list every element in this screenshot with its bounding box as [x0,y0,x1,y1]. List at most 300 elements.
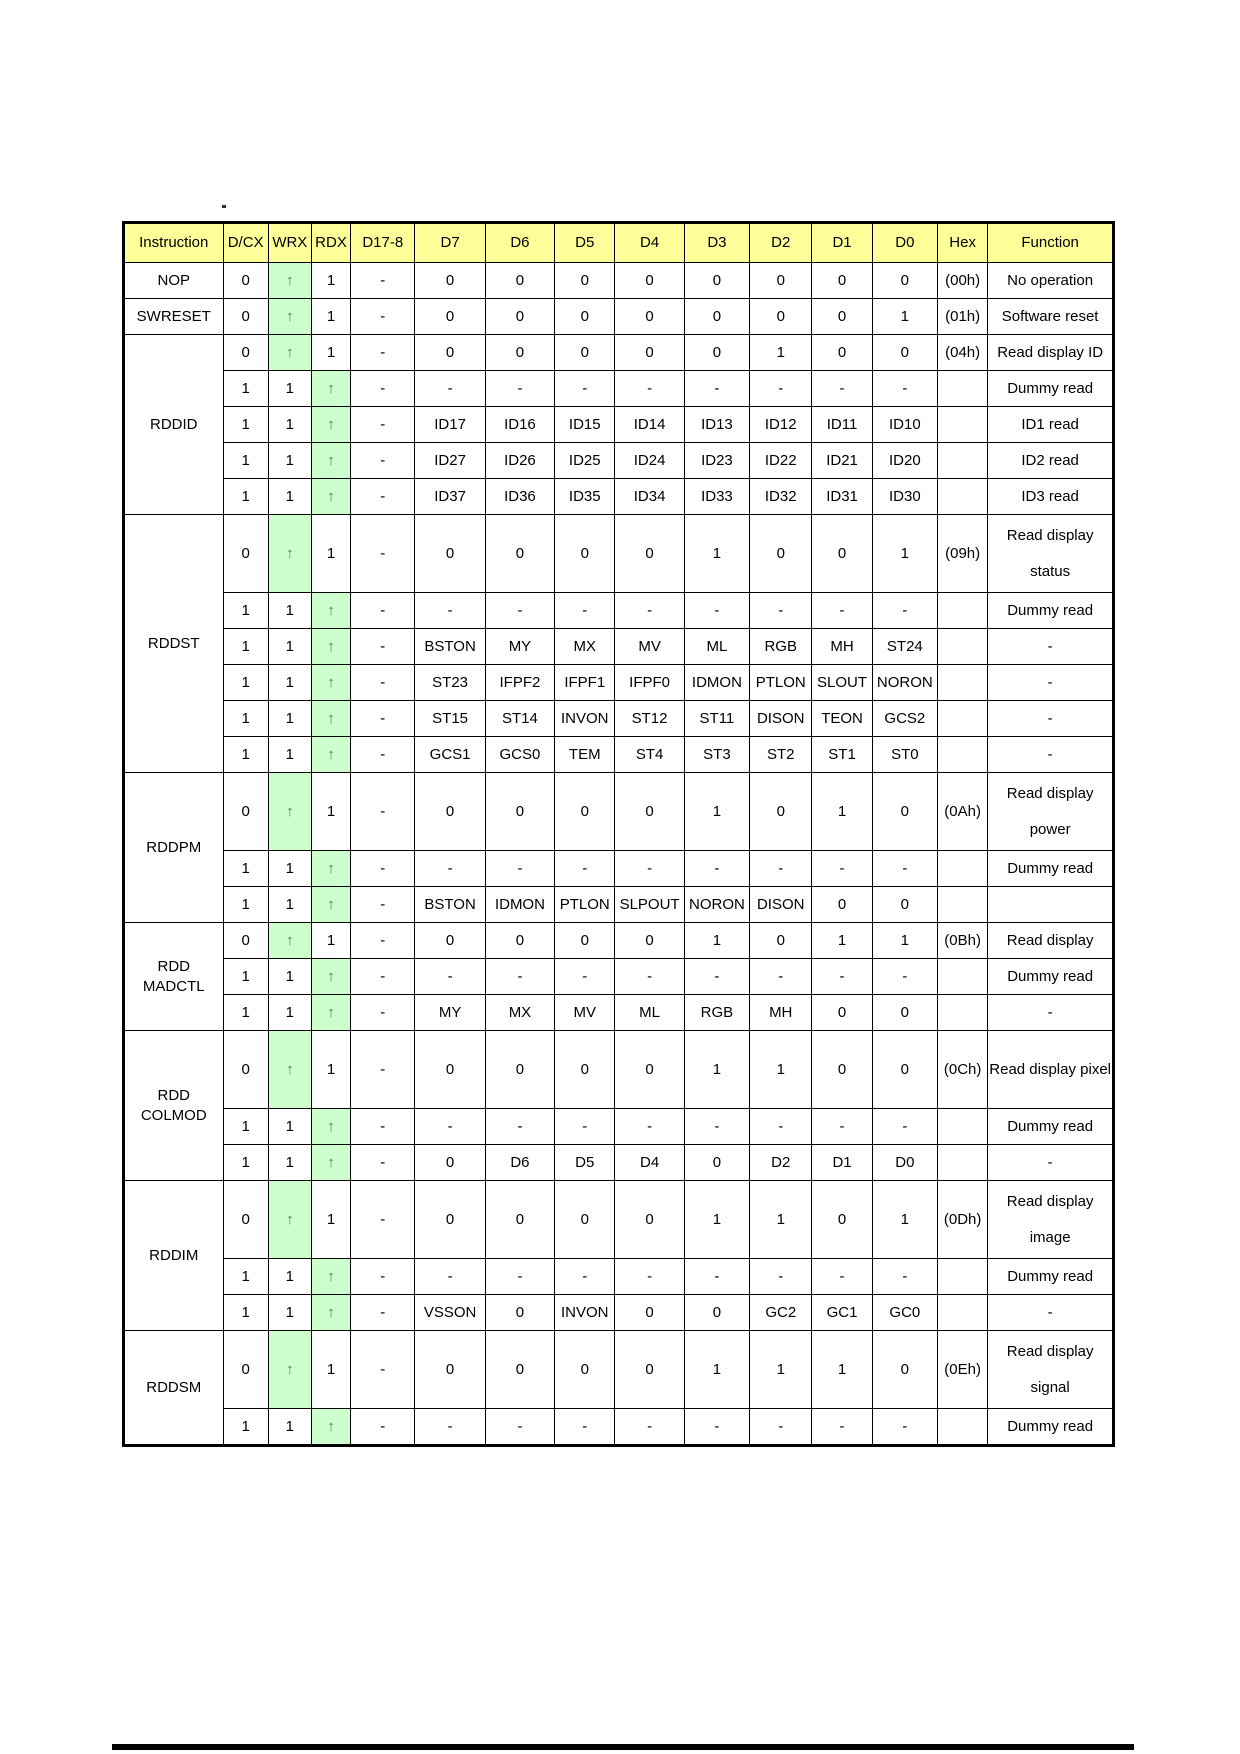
command-table [122,221,1115,1447]
hex-cell [938,443,988,479]
bit-d6-cell: - [485,1259,554,1295]
function-cell: Dummy read [988,1259,1114,1295]
bit-d0-cell: ST0 [872,737,937,773]
bit-d1-cell: ID21 [812,443,872,479]
bit-d6-cell: - [485,851,554,887]
bit-d7-cell: 0 [415,1145,485,1181]
bit-d0-cell: 0 [872,887,937,923]
bit-d4-cell: 0 [615,515,684,593]
rdx-cell: ↑ [311,887,350,923]
hex-cell [938,1409,988,1446]
dcx-cell: 1 [223,701,268,737]
rdx-cell: ↑ [311,1109,350,1145]
bit-d7-cell: 0 [415,923,485,959]
bit-d1-cell: 0 [812,263,872,299]
wrx-cell: 1 [268,1145,311,1181]
table-row [124,1181,1114,1259]
bit-d4-cell: D4 [615,1145,684,1181]
bit-d2-cell: ID12 [750,407,812,443]
table-row [124,737,1114,773]
dcx-cell: 0 [223,1181,268,1259]
bit-d5-cell: IFPF1 [555,665,615,701]
bit-d5-cell: 0 [555,1331,615,1409]
rdx-cell: ↑ [311,1295,350,1331]
rdx-cell: 1 [311,299,350,335]
bit-d1-cell: - [812,371,872,407]
bit-d1-cell: 0 [812,1181,872,1259]
d17-8-cell: - [351,371,415,407]
wrx-cell: 1 [268,629,311,665]
dcx-cell: 1 [223,665,268,701]
header-function: Function [988,223,1114,263]
bit-d4-cell: 0 [615,923,684,959]
header-row [124,223,1114,263]
bit-d1-cell: 1 [812,923,872,959]
table-row [124,701,1114,737]
bit-d1-cell: ID31 [812,479,872,515]
bit-d5-cell: - [555,1409,615,1446]
dcx-cell: 1 [223,995,268,1031]
bit-d5-cell: - [555,1109,615,1145]
bit-d0-cell: ST24 [872,629,937,665]
rdx-cell: ↑ [311,737,350,773]
bit-d2-cell: ID22 [750,443,812,479]
header-d1: D1 [812,223,872,263]
table-row [124,959,1114,995]
hex-cell [938,593,988,629]
bit-d4-cell: 0 [615,335,684,371]
dcx-cell: 0 [223,335,268,371]
bit-d6-cell: 0 [485,515,554,593]
bit-d1-cell: MH [812,629,872,665]
bit-d4-cell: 0 [615,1031,684,1109]
rdx-cell: ↑ [311,1409,350,1446]
d17-8-cell: - [351,1331,415,1409]
bit-d7-cell: 0 [415,299,485,335]
function-cell: Read display pixel [988,1031,1114,1109]
hex-cell: (0Ch) [938,1031,988,1109]
bit-d7-cell: BSTON [415,887,485,923]
d17-8-cell: - [351,299,415,335]
d17-8-cell: - [351,1295,415,1331]
wrx-cell: ↑ [268,773,311,851]
table-row [124,851,1114,887]
function-cell: Read display signal [988,1331,1114,1409]
bit-d2-cell: ST2 [750,737,812,773]
bit-d7-cell: - [415,1109,485,1145]
bit-d6-cell: 0 [485,773,554,851]
table-row [124,515,1114,593]
bit-d2-cell: - [750,959,812,995]
function-cell: Dummy read [988,1409,1114,1446]
table-row [124,995,1114,1031]
dcx-cell: 1 [223,407,268,443]
hex-cell [938,479,988,515]
wrx-cell: 1 [268,737,311,773]
header-d6: D6 [485,223,554,263]
instruction-cell: RDD COLMOD [124,1031,224,1181]
dcx-cell: 1 [223,443,268,479]
bit-d6-cell: 0 [485,1295,554,1331]
dcx-cell: 1 [223,737,268,773]
bit-d3-cell: - [684,959,749,995]
bit-d0-cell: - [872,593,937,629]
function-cell: Read display image [988,1181,1114,1259]
bit-d6-cell: IFPF2 [485,665,554,701]
hex-cell [938,995,988,1031]
bit-d1-cell: GC1 [812,1295,872,1331]
bit-d7-cell: - [415,371,485,407]
bit-d6-cell: 0 [485,335,554,371]
bit-d0-cell: 1 [872,923,937,959]
bit-d3-cell: ST11 [684,701,749,737]
bit-d7-cell: ID37 [415,479,485,515]
instruction-cell: RDD MADCTL [124,923,224,1031]
rdx-cell: ↑ [311,1145,350,1181]
header-d17-8: D17-8 [351,223,415,263]
bit-d6-cell: ID36 [485,479,554,515]
hex-cell [938,371,988,407]
bit-d5-cell: INVON [555,701,615,737]
bit-d3-cell: - [684,1409,749,1446]
bit-d3-cell: 1 [684,1181,749,1259]
bit-d2-cell: 1 [750,335,812,371]
wrx-cell: 1 [268,1295,311,1331]
bit-d4-cell: ML [615,995,684,1031]
table-row [124,371,1114,407]
dcx-cell: 0 [223,299,268,335]
function-cell: - [988,995,1114,1031]
d17-8-cell: - [351,701,415,737]
bit-d1-cell: - [812,1409,872,1446]
bit-d2-cell: 1 [750,1331,812,1409]
bit-d1-cell: 1 [812,773,872,851]
bit-d0-cell: - [872,1409,937,1446]
bit-d2-cell: D2 [750,1145,812,1181]
bit-d5-cell: ID25 [555,443,615,479]
bit-d4-cell: 0 [615,299,684,335]
dcx-cell: 0 [223,1031,268,1109]
table-row [124,479,1114,515]
table-row [124,1259,1114,1295]
table-row [124,593,1114,629]
wrx-cell: ↑ [268,299,311,335]
bit-d5-cell: - [555,371,615,407]
bit-d7-cell: ID17 [415,407,485,443]
wrx-cell: ↑ [268,335,311,371]
d17-8-cell: - [351,1259,415,1295]
bit-d6-cell: 0 [485,1181,554,1259]
header-d0: D0 [872,223,937,263]
bit-d0-cell: - [872,959,937,995]
dcx-cell: 0 [223,923,268,959]
function-cell: ID3 read [988,479,1114,515]
bit-d6-cell: MX [485,995,554,1031]
bit-d0-cell: - [872,1109,937,1145]
bit-d1-cell: 0 [812,995,872,1031]
bit-d5-cell: 0 [555,515,615,593]
bit-d6-cell: 0 [485,923,554,959]
bit-d3-cell: - [684,851,749,887]
rdx-cell: ↑ [311,479,350,515]
bit-d4-cell: 0 [615,1331,684,1409]
bit-d3-cell: 1 [684,923,749,959]
hex-cell: (0Ah) [938,773,988,851]
bit-d6-cell: 0 [485,1331,554,1409]
bit-d7-cell: GCS1 [415,737,485,773]
rdx-cell: ↑ [311,1259,350,1295]
bit-d7-cell: 0 [415,1331,485,1409]
hex-cell [938,1145,988,1181]
bit-d7-cell: - [415,959,485,995]
header-d3: D3 [684,223,749,263]
bit-d5-cell: 0 [555,1031,615,1109]
bit-d6-cell: GCS0 [485,737,554,773]
d17-8-cell: - [351,1109,415,1145]
bit-d5-cell: 0 [555,923,615,959]
rdx-cell: ↑ [311,995,350,1031]
table-row [124,773,1114,851]
bit-d3-cell: NORON [684,887,749,923]
table-row [124,887,1114,923]
dcx-cell: 1 [223,1145,268,1181]
bit-d2-cell: 0 [750,923,812,959]
function-cell: - [988,665,1114,701]
rdx-cell: 1 [311,515,350,593]
bit-d6-cell: MY [485,629,554,665]
hex-cell [938,1295,988,1331]
wrx-cell: 1 [268,1409,311,1446]
header-d7: D7 [415,223,485,263]
function-cell: Dummy read [988,371,1114,407]
wrx-cell: 1 [268,593,311,629]
bit-d1-cell: - [812,593,872,629]
bit-d5-cell: D5 [555,1145,615,1181]
bit-d6-cell: - [485,1409,554,1446]
dcx-cell: 0 [223,515,268,593]
table-row [124,629,1114,665]
rdx-cell: ↑ [311,371,350,407]
wrx-cell: 1 [268,851,311,887]
dcx-cell: 1 [223,1409,268,1446]
wrx-cell: ↑ [268,1181,311,1259]
bit-d2-cell: - [750,1109,812,1145]
bit-d1-cell: 0 [812,1031,872,1109]
instruction-cell: NOP [124,263,224,299]
bit-d2-cell: 1 [750,1031,812,1109]
bit-d1-cell: TEON [812,701,872,737]
bit-d3-cell: - [684,593,749,629]
header-d4: D4 [615,223,684,263]
bit-d3-cell: RGB [684,995,749,1031]
bit-d2-cell: - [750,1259,812,1295]
table-row [124,1409,1114,1446]
bit-d6-cell: ID26 [485,443,554,479]
bit-d7-cell: 0 [415,1031,485,1109]
bit-d3-cell: - [684,371,749,407]
bit-d6-cell: IDMON [485,887,554,923]
rdx-cell: ↑ [311,407,350,443]
function-cell [988,887,1114,923]
bit-d3-cell: 1 [684,1331,749,1409]
bit-d2-cell: - [750,851,812,887]
rdx-cell: ↑ [311,443,350,479]
rdx-cell: ↑ [311,701,350,737]
bit-d0-cell: 0 [872,335,937,371]
bit-d0-cell: 1 [872,1181,937,1259]
wrx-cell: ↑ [268,263,311,299]
wrx-cell: ↑ [268,923,311,959]
bit-d7-cell: 0 [415,335,485,371]
bit-d2-cell: PTLON [750,665,812,701]
d17-8-cell: - [351,959,415,995]
rdx-cell: 1 [311,773,350,851]
instruction-cell: RDDID [124,335,224,515]
bit-d3-cell: 0 [684,335,749,371]
bit-d2-cell: - [750,371,812,407]
wrx-cell: 1 [268,665,311,701]
wrx-cell: 1 [268,407,311,443]
function-cell: Dummy read [988,1109,1114,1145]
dcx-cell: 1 [223,629,268,665]
bit-d4-cell: - [615,1409,684,1446]
function-cell: - [988,737,1114,773]
rdx-cell: ↑ [311,593,350,629]
hex-cell: (0Eh) [938,1331,988,1409]
hex-cell: (00h) [938,263,988,299]
function-cell: Dummy read [988,593,1114,629]
bit-d7-cell: - [415,1409,485,1446]
d17-8-cell: - [351,923,415,959]
bit-d0-cell: ID20 [872,443,937,479]
bit-d5-cell: TEM [555,737,615,773]
bit-d0-cell: 0 [872,1331,937,1409]
bit-d5-cell: 0 [555,335,615,371]
bit-d6-cell: - [485,593,554,629]
table-row [124,299,1114,335]
dcx-cell: 1 [223,1109,268,1145]
instruction-cell: RDDIM [124,1181,224,1331]
rdx-cell: ↑ [311,629,350,665]
function-cell: - [988,701,1114,737]
rdx-cell: ↑ [311,665,350,701]
table-row [124,407,1114,443]
bit-d3-cell: 0 [684,263,749,299]
bit-d5-cell: 0 [555,263,615,299]
bit-d2-cell: RGB [750,629,812,665]
d17-8-cell: - [351,515,415,593]
bit-d1-cell: - [812,1109,872,1145]
bit-d3-cell: 1 [684,773,749,851]
bit-d4-cell: - [615,371,684,407]
bit-d4-cell: IFPF0 [615,665,684,701]
bit-d4-cell: - [615,1259,684,1295]
header-wrx: WRX [268,223,311,263]
function-cell: Read display power [988,773,1114,851]
bit-d7-cell: ID27 [415,443,485,479]
bit-d7-cell: 0 [415,1181,485,1259]
stray-tick-mark [222,205,226,208]
d17-8-cell: - [351,593,415,629]
bit-d7-cell: - [415,593,485,629]
bit-d3-cell: ML [684,629,749,665]
hex-cell [938,959,988,995]
bit-d1-cell: 0 [812,887,872,923]
wrx-cell: 1 [268,443,311,479]
wrx-cell: 1 [268,701,311,737]
hex-cell: (09h) [938,515,988,593]
bit-d5-cell: ID35 [555,479,615,515]
dcx-cell: 0 [223,1331,268,1409]
bit-d0-cell: 0 [872,263,937,299]
bit-d4-cell: - [615,851,684,887]
bit-d4-cell: - [615,1109,684,1145]
dcx-cell: 1 [223,593,268,629]
bit-d2-cell: ID32 [750,479,812,515]
bit-d1-cell: - [812,851,872,887]
wrx-cell: 1 [268,959,311,995]
hex-cell [938,1109,988,1145]
bit-d2-cell: 1 [750,1181,812,1259]
bit-d5-cell: ID15 [555,407,615,443]
hex-cell [938,407,988,443]
bit-d6-cell: 0 [485,263,554,299]
bit-d1-cell: ID11 [812,407,872,443]
bit-d5-cell: INVON [555,1295,615,1331]
hex-cell: (04h) [938,335,988,371]
d17-8-cell: - [351,407,415,443]
wrx-cell: ↑ [268,1031,311,1109]
bit-d7-cell: ST23 [415,665,485,701]
hex-cell: (01h) [938,299,988,335]
d17-8-cell: - [351,1145,415,1181]
hex-cell: (0Dh) [938,1181,988,1259]
wrx-cell: 1 [268,371,311,407]
bit-d2-cell: GC2 [750,1295,812,1331]
d17-8-cell: - [351,851,415,887]
bit-d3-cell: ID23 [684,443,749,479]
bit-d3-cell: 1 [684,1031,749,1109]
header-d5: D5 [555,223,615,263]
header-dcx: D/CX [223,223,268,263]
bit-d7-cell: - [415,851,485,887]
bit-d6-cell: ID16 [485,407,554,443]
wrx-cell: 1 [268,1109,311,1145]
header-rdx: RDX [311,223,350,263]
dcx-cell: 1 [223,479,268,515]
dcx-cell: 1 [223,1259,268,1295]
bit-d4-cell: - [615,959,684,995]
d17-8-cell: - [351,263,415,299]
header-d2: D2 [750,223,812,263]
d17-8-cell: - [351,887,415,923]
bit-d0-cell: D0 [872,1145,937,1181]
rdx-cell: ↑ [311,959,350,995]
bit-d5-cell: - [555,851,615,887]
function-cell: - [988,1145,1114,1181]
table-row [124,1331,1114,1409]
bit-d1-cell: 1 [812,1331,872,1409]
bit-d2-cell: 0 [750,299,812,335]
d17-8-cell: - [351,1181,415,1259]
bit-d0-cell: ID30 [872,479,937,515]
d17-8-cell: - [351,443,415,479]
table-row [124,1295,1114,1331]
function-cell: ID1 read [988,407,1114,443]
rdx-cell: 1 [311,1181,350,1259]
function-cell: - [988,629,1114,665]
bit-d3-cell: 0 [684,1295,749,1331]
